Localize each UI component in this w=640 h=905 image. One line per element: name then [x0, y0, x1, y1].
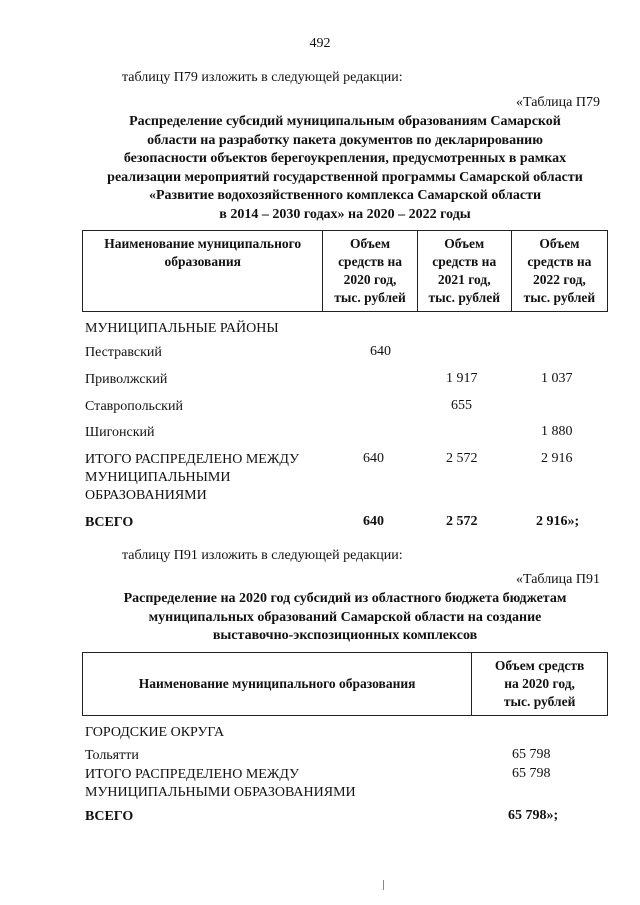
header-2022: Объем средств на 2022 год, тыс. рублей — [511, 231, 607, 312]
row-name: Тольятти — [85, 748, 139, 763]
row-name: Шигонский — [85, 425, 155, 440]
value-2022: 1 880 — [541, 424, 573, 439]
row-name: Приволжский — [85, 372, 168, 387]
total-label: ВСЕГО — [85, 809, 134, 824]
caption-line: Распределение субсидий муниципальным образованиям Самарской — [129, 114, 561, 129]
intro-p91: таблицу П91 изложить в следующей редакции: — [122, 548, 403, 563]
group-title-city-districts: ГОРОДСКИЕ ОКРУГА — [85, 725, 225, 740]
value-2020: 640 — [363, 451, 384, 466]
header-2021: Объем средств на 2021 год, тыс. рублей — [417, 231, 511, 312]
row-name: ИТОГО РАСПРЕДЕЛЕНО МЕЖДУ МУНИЦИПАЛЬНЫМИ ОБРАЗОВАНИЯМИ — [85, 767, 356, 800]
intro-p79: таблицу П79 изложить в следующей редакции: — [122, 70, 403, 85]
caption-line: муниципальных образований Самарской области на создание — [148, 609, 542, 625]
caption-line: безопасности объектов берегоукрепления, предусмотренных в рамках — [123, 151, 567, 167]
value-2021: 2 572 — [446, 451, 478, 466]
value-2021: 1 917 — [446, 371, 478, 386]
value-2020: 640 — [370, 344, 391, 359]
value-2020: 65 798 — [512, 747, 551, 762]
table-tag-p79: «Таблица П79 — [516, 95, 600, 110]
value-2022: 1 037 — [541, 371, 573, 386]
caption-p79 — [80, 113, 610, 225]
row-name: Пестравский — [85, 345, 162, 360]
header-2020: Объем средств на 2020 год, тыс. рублей — [323, 231, 417, 312]
caption-line: в 2014 – 2030 годах» на 2020 – 2022 годы — [219, 206, 471, 222]
total-2020: 65 798»; — [508, 808, 559, 823]
caption-line: реализации мероприятий государственной программы Самарской области — [107, 169, 583, 185]
caption-line: выставочно-экспозиционных комплексов — [212, 628, 478, 644]
total-2020: 640 — [363, 514, 384, 529]
caption-p91 — [80, 590, 610, 646]
table-header-p79 — [82, 230, 608, 312]
row-name: Ставропольский — [85, 399, 183, 414]
total-2022: 2 916»; — [536, 514, 580, 529]
group-title-municipal-districts: МУНИЦИПАЛЬНЫЕ РАЙОНЫ — [85, 321, 279, 336]
page-number: 492 — [309, 36, 331, 51]
header-2020: Объем средств на 2020 год, тыс. рублей — [472, 653, 608, 716]
header-name: Наименование муниципального образования — [83, 231, 323, 312]
total-label: ВСЕГО — [85, 515, 134, 530]
row-name: ИТОГО РАСПРЕДЕЛЕНО МЕЖДУ МУНИЦИПАЛЬНЫМИ ОБРАЗОВАНИЯМИ — [85, 452, 299, 503]
value-2021: 655 — [451, 398, 472, 413]
caption-line: Распределение на 2020 год субсидий из областного бюджета бюджетам — [123, 591, 567, 606]
scan-mark — [383, 880, 384, 890]
caption-line: «Развитие водохозяйственного комплекса Самарской области — [148, 188, 542, 204]
value-2022: 2 916 — [541, 451, 573, 466]
value-2020: 65 798 — [512, 766, 551, 781]
caption-line: области на разработку пакета документов по декларированию — [147, 132, 543, 148]
table-tag-p91: «Таблица П91 — [516, 572, 600, 587]
header-name: Наименование муниципального образования — [83, 653, 472, 716]
total-2021: 2 572 — [446, 514, 478, 529]
table-header-p91 — [82, 652, 608, 716]
